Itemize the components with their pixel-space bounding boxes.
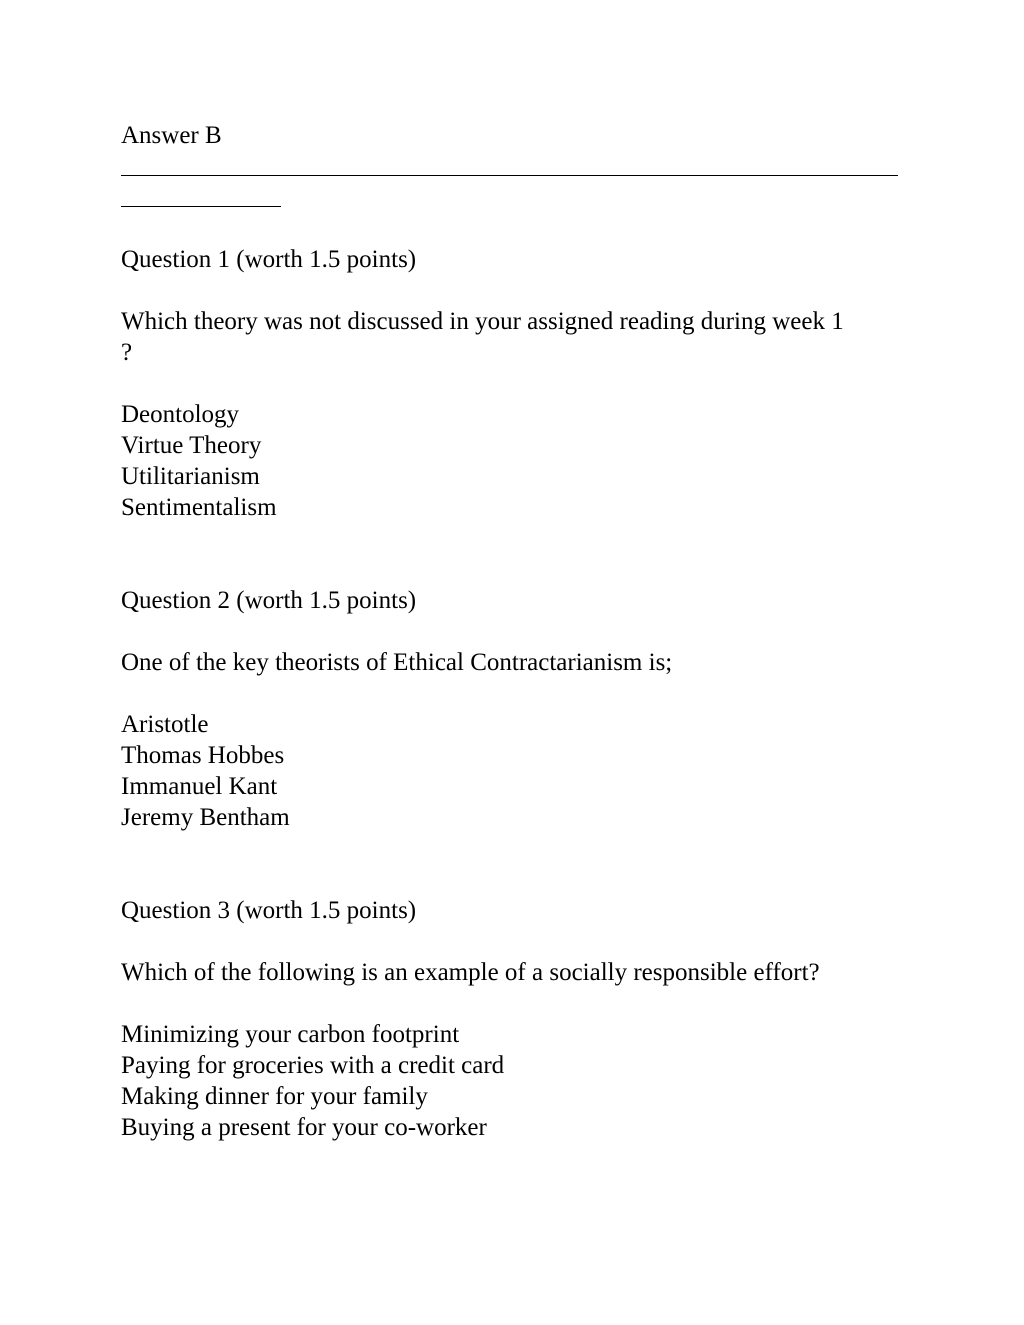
question-prompt: One of the key theorists of Ethical Contractarianism is; bbox=[121, 649, 673, 676]
answer-option: Utilitarianism bbox=[121, 463, 260, 490]
answer-option: Virtue Theory bbox=[121, 432, 262, 459]
answer-option: Aristotle bbox=[121, 711, 209, 738]
question-prompt: Which theory was not discussed in your assigned reading during week 1 bbox=[121, 308, 844, 335]
question-block-1 bbox=[121, 244, 906, 523]
answer-option: Making dinner for your family bbox=[121, 1083, 428, 1110]
answer-options bbox=[121, 1019, 906, 1143]
answer-options bbox=[121, 709, 906, 833]
answer-option: Thomas Hobbes bbox=[121, 742, 285, 769]
answer-label: Answer B bbox=[121, 122, 222, 149]
answer-option: Paying for groceries with a credit card bbox=[121, 1052, 505, 1079]
question-prompt-continuation: ? bbox=[121, 339, 133, 366]
question-header: Question 1 (worth 1.5 points) bbox=[121, 246, 417, 273]
answer-option: Deontology bbox=[121, 401, 240, 428]
question-block-3 bbox=[121, 895, 906, 1143]
question-header: Question 3 (worth 1.5 points) bbox=[121, 897, 417, 924]
question-block-2 bbox=[121, 585, 906, 833]
answer-options bbox=[121, 399, 906, 523]
answer-option: Jeremy Bentham bbox=[121, 804, 290, 831]
document-page bbox=[121, 120, 906, 1143]
question-header: Question 2 (worth 1.5 points) bbox=[121, 587, 417, 614]
question-prompt: Which of the following is an example of a socially responsible effort? bbox=[121, 959, 820, 986]
separator-line-long bbox=[121, 151, 898, 182]
answer-option: Sentimentalism bbox=[121, 494, 277, 521]
answer-option: Buying a present for your co-worker bbox=[121, 1114, 487, 1141]
separator-line-short bbox=[121, 182, 281, 213]
answer-option: Minimizing your carbon footprint bbox=[121, 1021, 460, 1048]
answer-option: Immanuel Kant bbox=[121, 773, 278, 800]
